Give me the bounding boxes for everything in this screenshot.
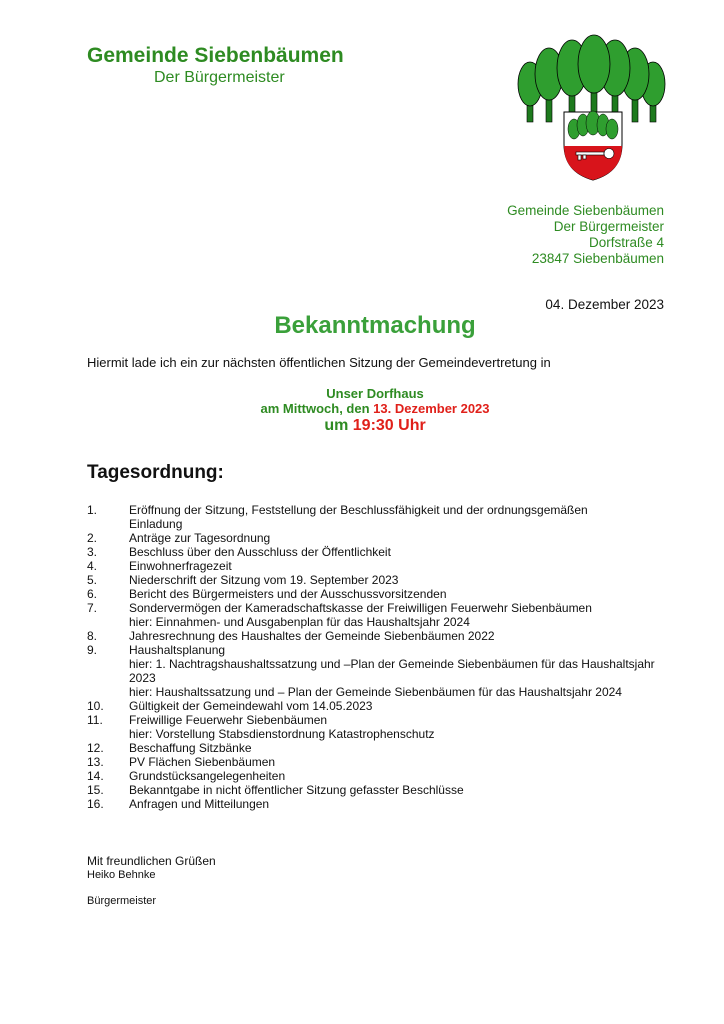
agenda-item [87, 699, 677, 713]
venue-time-prefix: um [324, 417, 353, 434]
agenda-item-text [129, 783, 677, 797]
agenda-item-line: Einwohnerfragezeit [129, 559, 232, 573]
agenda-item [87, 643, 677, 699]
agenda-item [87, 559, 677, 573]
page-title: Bekanntmachung [274, 312, 476, 339]
agenda-item-number: 13. [87, 755, 104, 769]
coat-of-arms-logo [516, 34, 666, 184]
address-line: Der Bürgermeister [553, 219, 664, 234]
trees-icon [518, 35, 665, 122]
agenda-item-text [129, 545, 677, 559]
agenda-item-number: 15. [87, 783, 104, 797]
agenda-item-line: hier: 1. Nachtragshaushaltssatzung und –Plan der Gemeinde Siebenbäumen für das Haushaltsjahr [129, 657, 655, 671]
agenda-item-line: Einladung [129, 517, 183, 531]
agenda-item-text [129, 503, 677, 531]
agenda-item-text [129, 741, 677, 755]
agenda-item-number: 4. [87, 559, 98, 573]
agenda-item-line: Sondervermögen der Kameradschaftskasse der Freiwilligen Feuerwehr Siebenbäumen [129, 601, 592, 615]
agenda-item-text [129, 531, 677, 545]
agenda-item-text [129, 643, 677, 699]
agenda-item-number: 5. [87, 573, 98, 587]
shield-icon [564, 111, 622, 180]
address-line: Dorfstraße 4 [588, 235, 664, 250]
signer-role: Bürgermeister [87, 895, 157, 907]
agenda-item-text [129, 587, 677, 601]
agenda-item [87, 503, 677, 531]
agenda-item-line: Freiwillige Feuerwehr Siebenbäumen [129, 713, 328, 727]
agenda-item-line: Niederschrift der Sitzung vom 19. September 2023 [129, 573, 399, 587]
agenda-item-line: Haushaltsplanung [129, 643, 226, 657]
agenda-item-line: Gültigkeit der Gemeindewahl vom 14.05.2023 [129, 699, 373, 713]
agenda-item-number: 8. [87, 629, 98, 643]
agenda-item-line: Eröffnung der Sitzung, Feststellung der Beschlussfähigkeit und der ordnungsgemäßen [129, 503, 588, 517]
agenda-heading: Tagesordnung: [87, 462, 224, 483]
address-line: 23847 Siebenbäumen [531, 251, 664, 266]
agenda-item-text [129, 559, 677, 573]
agenda-item-text [129, 713, 677, 741]
agenda-item [87, 545, 677, 559]
venue-time [0, 416, 724, 436]
agenda-list [87, 503, 677, 811]
agenda-item-line: hier: Haushaltssatzung und – Plan der Gemeinde Siebenbäumen für das Haushaltsjahr 2024 [129, 685, 622, 699]
agenda-item-number: 12. [87, 741, 104, 755]
agenda-item [87, 713, 677, 741]
agenda-item-number: 3. [87, 545, 98, 559]
agenda-item-text [129, 769, 677, 783]
closing-block [87, 854, 216, 908]
agenda-item-line: PV Flächen Siebenbäumen [129, 755, 276, 769]
agenda-item-line: Bekanntgabe in nicht öffentlicher Sitzung gefasster Beschlüsse [129, 783, 464, 797]
agenda-item-line: Beschaffung Sitzbänke [129, 741, 252, 755]
agenda-item [87, 601, 677, 629]
agenda-item-number: 2. [87, 531, 98, 545]
venue-block [0, 386, 724, 436]
agenda-item-number: 9. [87, 643, 98, 657]
address-line: Gemeinde Siebenbäumen [507, 203, 664, 218]
agenda-item-number: 7. [87, 601, 98, 615]
agenda-item [87, 755, 677, 769]
closing-greeting: Mit freundlichen Grüßen [87, 854, 216, 868]
venue-place: Unser Dorfhaus [326, 386, 424, 401]
agenda-item [87, 797, 677, 811]
agenda-item-number: 10. [87, 699, 104, 713]
venue-day [0, 401, 724, 416]
agenda-item [87, 741, 677, 755]
agenda-item [87, 573, 677, 587]
agenda-item-number: 6. [87, 587, 98, 601]
agenda-item-line: hier: Vorstellung Stabsdienstordnung Katastrophenschutz [129, 727, 435, 741]
agenda-item-line: Anträge zur Tagesordnung [129, 531, 271, 545]
agenda-item-text [129, 629, 677, 643]
agenda-item [87, 783, 677, 797]
venue-date: 13. Dezember 2023 [373, 401, 490, 416]
agenda-item-text [129, 699, 677, 713]
agenda-item-number: 11. [87, 713, 103, 727]
agenda-item-line: hier: Einnahmen- und Ausgabenplan für das Haushaltsjahr 2024 [129, 615, 470, 629]
agenda-item-text [129, 573, 677, 587]
agenda-item-number: 1. [87, 503, 98, 517]
signer-name: Heiko Behnke [87, 869, 156, 881]
intro-text: Hiermit lade ich ein zur nächsten öffentlichen Sitzung der Gemeindevertretung in [87, 355, 551, 370]
letter-date: 04. Dezember 2023 [545, 297, 664, 312]
agenda-item-text [129, 755, 677, 769]
agenda-item-number: 16. [87, 797, 104, 811]
agenda-item-number: 14. [87, 769, 104, 783]
agenda-item [87, 769, 677, 783]
agenda-item-line: Jahresrechnung des Haushaltes der Gemeinde Siebenbäumen 2022 [129, 629, 495, 643]
venue-time-value: 19:30 Uhr [352, 417, 426, 434]
agenda-item [87, 587, 677, 601]
org-name: Gemeinde Siebenbäumen [87, 44, 344, 67]
agenda-item-line: Beschluss über den Ausschluss der Öffentlichkeit [129, 545, 391, 559]
org-subtitle: Der Bürgermeister [154, 69, 285, 86]
agenda-item-line: Bericht des Bürgermeisters und der Ausschussvorsitzenden [129, 587, 447, 601]
venue-day-prefix: am Mittwoch, den [260, 401, 374, 416]
agenda-item-text [129, 601, 677, 629]
agenda-item-line: Anfragen und Mitteilungen [129, 797, 270, 811]
agenda-item-text [129, 797, 677, 811]
agenda-item [87, 629, 677, 643]
agenda-item-line: Grundstücksangelegenheiten [129, 769, 286, 783]
agenda-item-line: 2023 [129, 671, 156, 685]
address-block [507, 203, 664, 267]
agenda-item [87, 531, 677, 545]
